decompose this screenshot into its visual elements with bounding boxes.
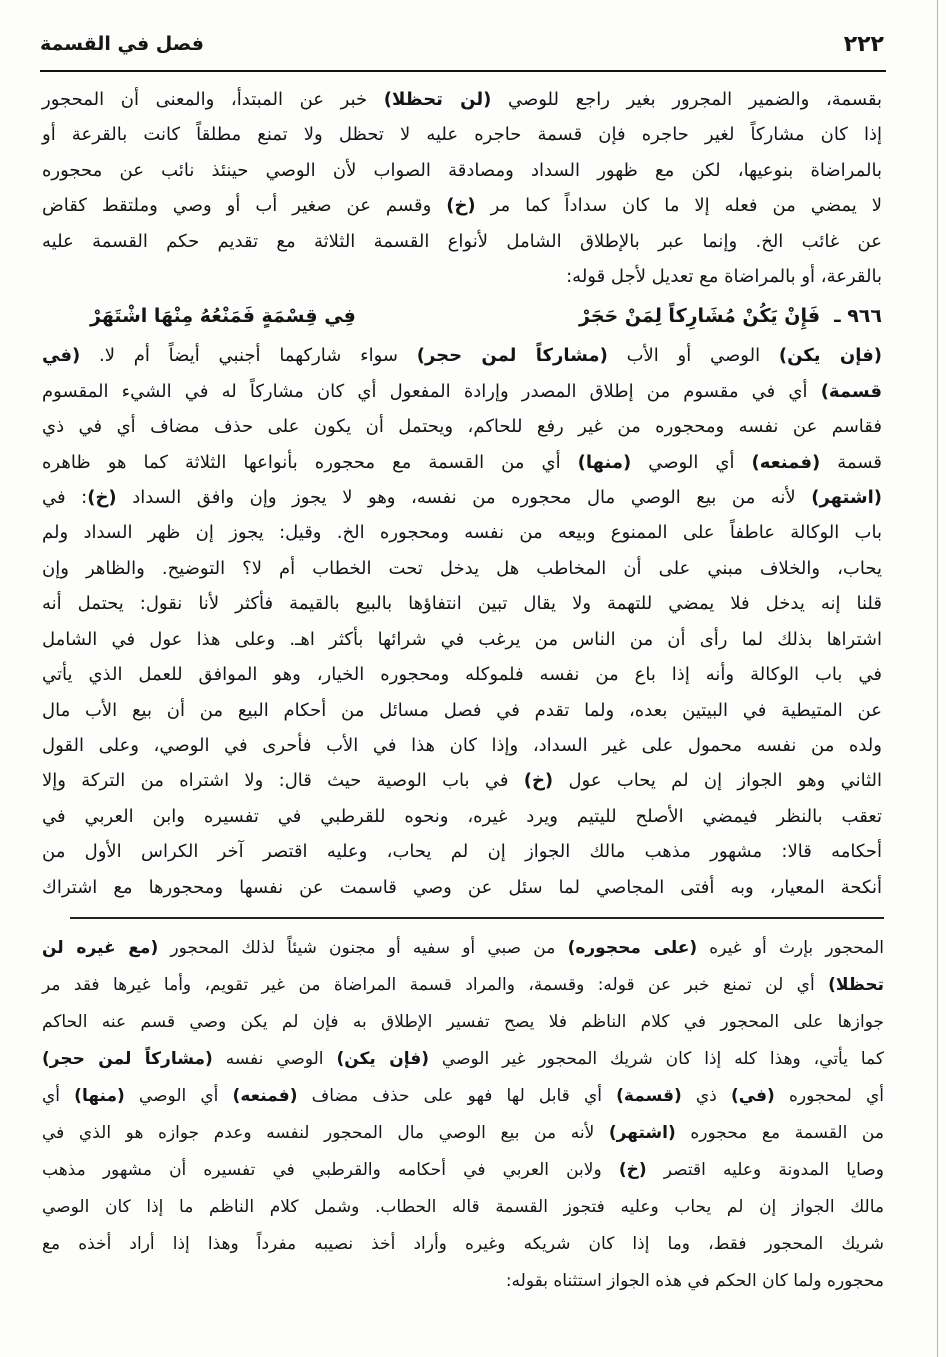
page-header (40, 26, 884, 62)
main-text-line (42, 728, 882, 763)
text-run: أي في مقسوم من إطلاق المصدر وإرادة المفعول أي كان مشاركاً له في الشيء المقسوم (42, 380, 821, 402)
main-text-line (42, 117, 882, 152)
text-run: ولده من نفسه محمول على غير السداد، وإذا كان هذا في الأب فأحرى في الوصي، وعلى القول (42, 734, 882, 756)
text-run: يحاب، والخلاف مبني على أن المخاطب هل يدخل تحت الخطاب أم لا؟ التوضيح. والظاهر وإن (42, 557, 882, 579)
text-run: لأنه من بيع الوصي مال محجوره من نفسه، وهو لا يجوز وإن وافق السداد (116, 487, 812, 509)
text-run: كما يأتي، وهذا كله إذا كان شريك المحجور غير الوصي (429, 1049, 884, 1069)
bold-term: (في) (730, 1086, 775, 1106)
bold-term: (منها) (577, 451, 632, 473)
text-run: خبر عن المبتدأ، والمعنى أن المحجور (42, 89, 384, 110)
text-run: أي من القسمة مع محجوره بأنواعها الثلاثة كما هو ظاهره (42, 451, 578, 473)
bold-term: (مع غيره لن (42, 938, 159, 958)
main-text-line (42, 799, 882, 834)
main-text-line (42, 445, 882, 480)
bold-term: (خ) (446, 195, 476, 217)
main-text-line (42, 551, 882, 586)
footnote-line (42, 1004, 884, 1041)
bold-term: (خ) (523, 770, 554, 792)
bold-term: قسمة) (820, 380, 882, 402)
footnote-line (42, 1152, 884, 1189)
footnote-line (42, 1226, 884, 1263)
main-text-line (42, 224, 882, 259)
text-run: أي (42, 1086, 75, 1106)
text-run: لا يمضي من فعله إلا ما كان سداداً كما مر (475, 195, 882, 217)
footnote-line (42, 1115, 884, 1152)
text-run: مالك الجواز إن لم يحاب وعليه فتجوز القسمة قاله الحطاب. وشمل كلام الناظم ما إذا كان الوصي (42, 1197, 884, 1217)
main-text-line (42, 586, 882, 621)
bold-term: (اشتهر) (608, 1123, 676, 1143)
footnote-text (42, 930, 884, 1300)
main-text-line (42, 480, 882, 515)
bold-term: (فإن يكن) (336, 1049, 430, 1069)
text-run: الوصي أو الأب (607, 345, 779, 367)
bold-term: (فإن يكن) (778, 345, 882, 367)
text-run: : في (42, 487, 88, 509)
footnote-line (42, 1263, 884, 1300)
footnote-line (42, 1189, 884, 1226)
text-run: جوازها على المحجور في كلام الناظم فلا يصح تفسير الإطلاق به فإن لم يكن وصي قسم عنه الحاكم (42, 1012, 884, 1032)
verse-number: ٩٦٦ ـ (834, 305, 882, 328)
text-run: إذا كان مشاركاً لغير حاجره فإن قسمة حاجره عليه لا تحظل ولا تمنع مطلقاً كانت بالقرعة أو (42, 124, 882, 146)
text-run: أي لن تمنع خبر عن قوله: وقسمة، والمراد قسمة المراضاة من غير تقويم، وأما غيرها فقد مر (42, 975, 829, 995)
main-text-line (42, 763, 882, 798)
text-run: شريك المحجور فقط، وما إذا كان شريكه وغيره وأراد أخذ نصيبه مفرداً وهذا إذا أراد أخذه مع (42, 1234, 884, 1254)
footnote-line (42, 1041, 884, 1078)
text-run: من صبي أو سفيه أو مجنون شيئاً لذلك المحجور (158, 938, 568, 958)
text-run: سواء شاركهما أجنبي أيضاً أم لا. (80, 345, 417, 367)
main-text-line (42, 338, 882, 373)
text-run: لأنه من بيع الوصي مال المحجور لنفسه وعدم جوازه هو الذي في (42, 1123, 609, 1143)
main-text-line (42, 409, 882, 444)
text-run: أنكحة المعيار، وبه أفتى المجاصي لما سئل عن وصي قاسمت عن نفسها ومحجورها مع اشتراك (42, 876, 882, 898)
text-run: في باب الوكالة وأنه إذا باع من نفسه فلموكله ومحجوره الخيار، وهو الموافق للعمل الذي يأتي (42, 664, 882, 686)
text-run: بقسمة، والضمير المجرور بغير راجع للوصي (491, 89, 883, 110)
bold-term: تحظلا) (828, 975, 884, 995)
text-run: تعقب بالنظر فيمضي الأصلح لليتيم ويرد غيره، ونحوه للقرطبي في تفسيره وابن العربي في (42, 805, 882, 827)
bold-term: (قسمة) (616, 1086, 682, 1106)
text-run: وقسم عن صغير أب أو وصي وملتقط كقاض (42, 195, 447, 217)
bold-term: (على محجوره) (567, 938, 698, 958)
main-text-line (42, 693, 882, 728)
verse-first-hemistich: فَإِنْ يَكُنْ مُشَارِكاً لِمَنْ حَجَرْ (579, 305, 821, 328)
text-run: أي قابل لها فهو على حذف مضاف (297, 1086, 617, 1106)
footnote-line (42, 930, 884, 967)
bold-term: (اشتهر) (811, 487, 882, 509)
main-text (42, 82, 882, 905)
text-run: اشتراها بذلك لما رأى أن من الناس من يرغب في شرائها بأكثر اهـ. وعلى هذا عول في الشامل (42, 628, 882, 650)
text-run: أحكامه قالا: مشهور مذهب مالك الجواز إن لم يحاب، وعليه اقتصر آخر الكراس الأول من (42, 841, 882, 863)
text-run: فقاسم عن نفسه ومحجوره من غير رفع للحاكم، ويحتمل أن يكون على حذف مضاف أي في ذي (42, 416, 882, 438)
verse-first-hemistich-group (579, 305, 882, 327)
text-run: بالمراضاة بنوعيها، لكن مع ظهور السداد ومصادقة الصواب لأن الوصي حينئذ نائب عن محجوره (42, 159, 882, 181)
bold-term: (مشاركاً لمن حجر) (42, 1049, 213, 1069)
bold-term: (في (42, 345, 81, 367)
main-text-line (42, 153, 882, 188)
text-run: باب الوكالة عاطفاً على الممنوع وبيعه من نفسه ومحجوره الخ. وقيل: يجوز إن ظهر السداد ولم (42, 522, 882, 544)
main-text-line (42, 657, 882, 692)
text-run: وصايا المدونة وعليه اقتصر (646, 1160, 884, 1180)
verse-second-hemistich: فِي قِسْمَةٍ فَمَنْعُهُ مِنْهَا اشْتَهَرْ (90, 305, 356, 328)
main-text-line (42, 188, 882, 223)
running-title: فصل في القسمة (40, 33, 204, 55)
bold-term: (فمنعه) (751, 451, 821, 473)
text-run: ولابن العربي في أحكامه والقرطبي في تفسيره أن مشهور مذهب (42, 1160, 619, 1180)
bold-term: (مشاركاً لمن حجر) (416, 345, 608, 367)
bold-term: (لن تحظلا) (383, 89, 492, 110)
header-rule (40, 70, 886, 72)
main-text-line (42, 374, 882, 409)
text-run: ذي (681, 1086, 731, 1106)
main-text-line (42, 834, 882, 869)
text-run: بالقرعة، أو بالمراضاة مع تعديل لأجل قوله: (566, 266, 882, 288)
main-text-line (42, 622, 882, 657)
footnote-line (42, 1078, 884, 1115)
main-text-line (42, 259, 882, 294)
footnote-line (42, 967, 884, 1004)
bold-term: (منها) (74, 1086, 125, 1106)
main-text-line (42, 870, 882, 905)
text-run: أي الوصي (631, 451, 752, 473)
text-run: عن غائب الخ. وإنما عبر بالإطلاق الشامل لأنواع القسمة الثلاثة مع تقديم حكم القسمة عليه (42, 230, 882, 252)
text-run: من القسمة مع محجوره (675, 1123, 884, 1143)
verse-line (42, 294, 882, 338)
bold-term: (خ) (87, 487, 117, 509)
text-run: أي لمحجوره (774, 1086, 884, 1106)
text-run: عن المتيطية في البيتين بعده، ولما تقدم في فصل مسائل من أحكام البيع من أن بيع الأب مال (42, 699, 882, 721)
text-run: قسمة (820, 451, 882, 473)
text-run: محجوره ولما كان الحكم في هذه الجواز استثناه بقوله: (505, 1271, 884, 1291)
text-run: الثاني وهو الجواز إن لم يحاب عول (553, 770, 882, 792)
main-text-line (42, 82, 882, 117)
text-run: المحجور بإرث أو غيره (697, 938, 884, 958)
text-run: الوصي نفسه (212, 1049, 337, 1069)
bold-term: (خ) (618, 1160, 647, 1180)
text-run: قلنا إنه يدخل فلا يمضي للتهمة ولا يقال تبين انتفاؤها بالبيع بالقيمة فأكثر لأنا نقول: يحتمل أنه (42, 593, 882, 615)
scan-edge-line (937, 0, 938, 1357)
bold-term: (فمنعه) (232, 1086, 298, 1106)
page-number: ٢٢٢ (843, 31, 884, 57)
main-text-line (42, 515, 882, 550)
text-run: أي الوصي (124, 1086, 233, 1106)
footnote-rule (70, 917, 884, 919)
text-run: في باب الوصية حيث قال: ولا اشتراه من التركة وإلا (42, 770, 524, 792)
